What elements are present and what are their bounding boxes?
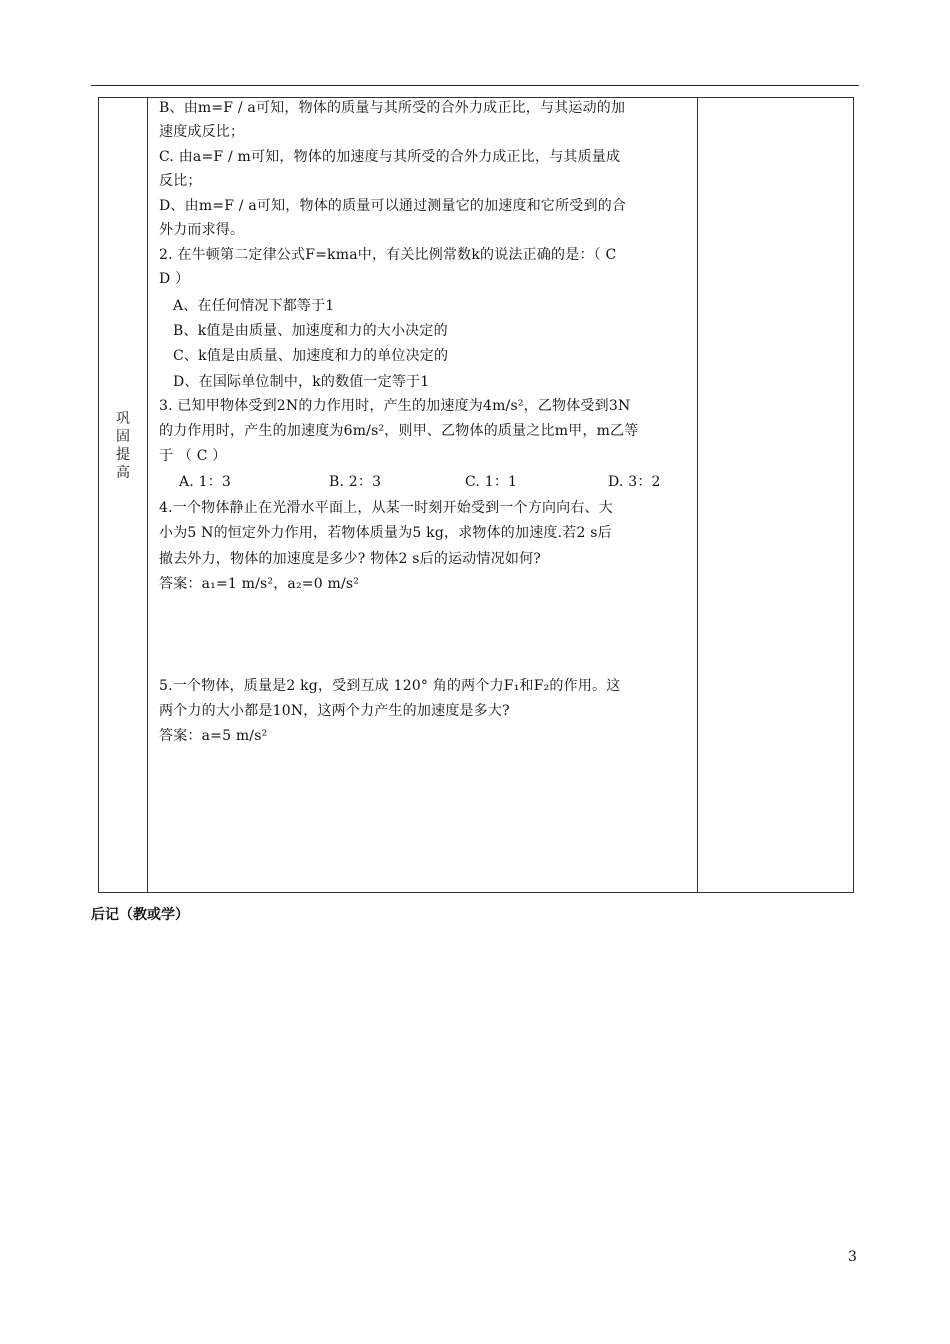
afterword-heading: 后记（教或学）	[91, 907, 189, 923]
lesson-table	[98, 97, 854, 893]
question-5-cont: 两个力的大小都是10N，这两个力产生的加速度是多大?	[159, 703, 510, 719]
q3-option-b: B. 2：3	[329, 474, 382, 490]
section-label: 巩固提高	[116, 411, 130, 481]
column-divider	[697, 98, 698, 892]
q2-option-a: A、在任何情况下都等于1	[173, 298, 335, 314]
q2-option-d: D、在国际单位制中，k的数值一定等于1	[173, 374, 430, 390]
q2-option-c: C、k值是由质量、加速度和力的单位决定的	[173, 348, 449, 364]
question-3: 3. 已知甲物体受到2N的力作用时，产生的加速度为4m/s²，乙物体受到3N	[159, 398, 631, 414]
option-b-text: B、由m=F / a可知，物体的质量与其所受的合外力成正比，与其运动的加	[159, 100, 626, 116]
option-d-text-cont: 外力而求得。	[159, 222, 245, 238]
q3-options	[179, 470, 661, 494]
question-5-answer: 答案：a=5 m/s²	[159, 728, 268, 744]
question-3-cont: 的力作用时，产生的加速度为6m/s²，则甲、乙物体的质量之比m甲，m乙等	[159, 423, 639, 439]
q2-option-b: B、k值是由质量、加速度和力的大小决定的	[173, 323, 448, 339]
option-b-text-cont: 速度成反比；	[159, 124, 245, 140]
question-4-answer: 答案：a₁=1 m/s²，a₂=0 m/s²	[159, 576, 360, 592]
question-2-answer: D ）	[159, 271, 190, 287]
page-number: 3	[848, 1249, 857, 1265]
q3-option-d: D. 3：2	[608, 474, 661, 490]
question-4-cont: 小为5 N的恒定外力作用，若物体质量为5 kg，求物体的加速度.若2 s后	[159, 525, 612, 541]
header-rule	[91, 85, 859, 86]
question-5: 5.一个物体，质量是2 kg，受到互成 120° 角的两个力F₁和F₂的作用。这	[159, 678, 621, 694]
question-2: 2. 在牛顿第二定律公式F=kma中，有关比例常数k的说法正确的是：（ C	[159, 247, 617, 263]
question-4-cont-2: 撤去外力，物体的加速度是多少? 物体2 s后的运动情况如何?	[159, 551, 542, 567]
question-4: 4.一个物体静止在光滑水平面上，从某一时刻开始受到一个方向向右、大	[159, 500, 613, 516]
q3-option-a: A. 1：3	[179, 474, 232, 490]
option-c-text-cont: 反比；	[159, 173, 202, 189]
option-d-text: D、由m=F / a可知，物体的质量可以通过测量它的加速度和它所受到的合	[159, 198, 627, 214]
option-c-text: C. 由a=F / m可知，物体的加速度与其所受的合外力成正比，与其质量成	[159, 149, 621, 165]
section-label-column	[99, 98, 148, 892]
q3-option-c: C. 1：1	[465, 474, 518, 490]
question-3-answer: 于 （ C ）	[159, 448, 227, 464]
